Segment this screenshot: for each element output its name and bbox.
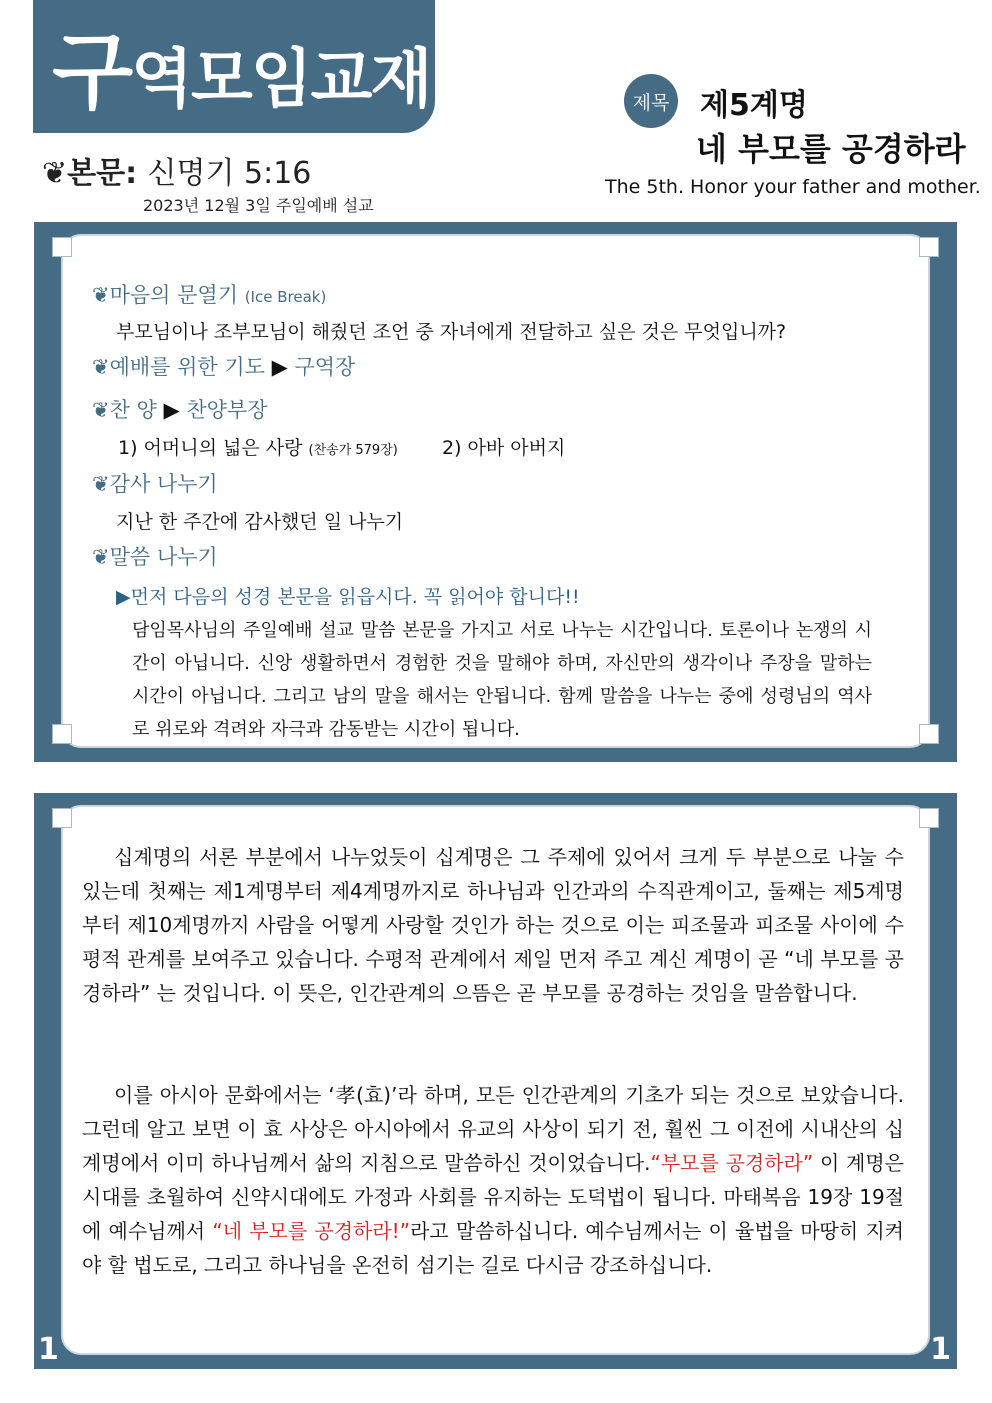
topic-main: 제5계명 <box>700 88 808 123</box>
page-number-right: 1 <box>930 1332 951 1367</box>
topic-badge: 제목 <box>624 74 678 128</box>
praise-heading: ❦찬 양 ▶ 찬양부장 <box>92 398 268 422</box>
sermon-paragraph-1: 십계명의 서론 부분에서 나누었듯이 십계명은 그 주제에 있어서 크게 두 부분으로 나눌 수 있는데 첫째는 제1계명부터 제4계명까지로 하나님과 인간과의 수직관계이고, 둘째는 제5계명부터 제10계명까지 사람을 어떻게 사랑할 것인가 하는 것으로 이는 피조물과 피조물 사이에 수평적 관계를 보여주고 있습니다. 수평적 관계에서 제일 먼저 주고 계신 계명이 곧 “네 부모를 공경하라” 는 것입니다. 이 뜻은, 인간관계의 으뜸은 곧 부모를 공경하는 것임을 말씀합니다. <box>82 845 904 1005</box>
corner-ornament <box>919 808 939 828</box>
arrow-icon: ▶ <box>163 398 180 422</box>
sermon-date: 2023년 12월 3일 주일예배 설교 <box>143 196 374 215</box>
corner-ornament <box>52 808 72 828</box>
sermon-paragraph-2: 이를 아시아 문화에서는 ‘孝(효)’라 하며, 모든 인간관계의 기초가 되는 것으로 보았습니다. 그런데 알고 보면 이 효 사상은 아시아에서 유교의 사상이 되기 전, 훨씬 그 이전에 시내산의 십계명에서 이미 하나님께서 삶의 지침으로 말씀하신 것이었습니다.“부모를 공경하라” 이 계명은 시대를 초월하여 신약시대에도 가정과 사회를 유지하는 도덕법이 됩니다. 마태복음 19장 19절에 예수님께서 “네 부모를 공경하라!”라고 말씀하십니다. 예수님께서는 이 율법을 마땅히 지켜야 할 법도로, 그리고 하나님을 온전히 섬기는 길로 다시금 강조하십니다. <box>82 1083 905 1277</box>
word-body: 담임목사님의 주일예배 설교 말씀 본문을 가지고 서로 나누는 시간입니다. 토론이나 논쟁의 시간이 아닙니다. 신앙 생활하면서 경험한 것을 말해야 하며, 자신만의 생각이나 주장을 말하는 시간이 아닙니다. 그리고 남의 말을 해서는 안됩니다. 함께 말씀을 나누는 중에 성령님의 역사로 위로와 격려와 자극과 감동받는 시간이 됩니다. <box>132 620 872 740</box>
corner-ornament <box>52 724 72 744</box>
highlight-quote: “네 부모를 공경하라!” <box>212 1219 411 1243</box>
word-heading: ❦말씀 나누기 <box>92 545 218 569</box>
page-title: 구역모임교재 <box>52 23 431 121</box>
ice-break-question: 부모님이나 조부모님이 해줬던 조언 중 자녀에게 전달하고 싶은 것은 무엇입니까? <box>116 321 787 343</box>
passage-reference: 신명기 5:16 <box>147 156 312 191</box>
thanks-body: 지난 한 주간에 감사했던 일 나누기 <box>116 511 404 533</box>
corner-ornament <box>52 237 72 257</box>
topic-subtitle: 네 부모를 공경하라 <box>696 130 966 168</box>
passage-line <box>42 148 311 192</box>
word-instruction: ▶먼저 다음의 성경 본문을 읽읍시다. 꼭 읽어야 합니다!! <box>116 586 580 608</box>
ice-break-heading: ❦마음의 문열기 (Ice Break) <box>92 283 327 307</box>
passage-label: ❦본문: <box>42 156 138 191</box>
prayer-heading: ❦예배를 위한 기도 ▶ 구역장 <box>92 355 356 379</box>
arrow-icon: ▶ <box>271 355 288 379</box>
song-1: 1) 어머니의 넓은 사랑 (찬송가 579장) <box>118 437 398 459</box>
corner-ornament <box>919 237 939 257</box>
thanks-heading: ❦감사 나누기 <box>92 472 218 496</box>
highlight-quote: “부모를 공경하라” <box>650 1151 814 1175</box>
topic-english: The 5th. Honor your father and mother. <box>605 176 981 198</box>
song-2: 2) 아바 아버지 <box>442 437 566 459</box>
page-number-left: 1 <box>38 1332 59 1367</box>
corner-ornament <box>919 724 939 744</box>
song-1-ref: (찬송가 579장) <box>308 443 398 458</box>
